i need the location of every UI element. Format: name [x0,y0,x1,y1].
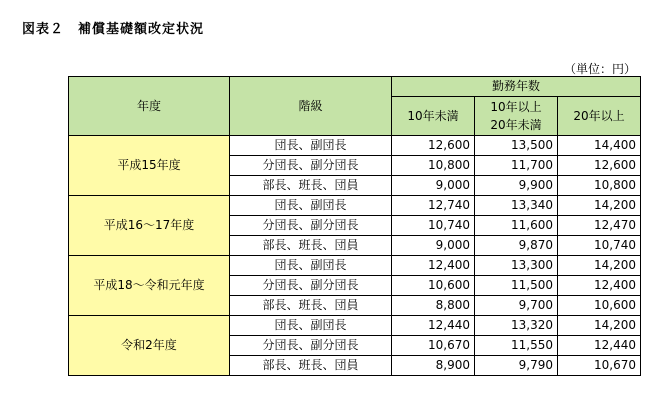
value-cell: 14,200 [558,196,641,216]
value-cell: 14,400 [558,136,641,156]
value-cell: 12,400 [392,256,475,276]
value-cell: 13,300 [475,256,558,276]
value-cell: 12,440 [558,336,641,356]
header-10-to-20 [475,97,558,136]
value-cell: 8,900 [392,356,475,376]
value-cell: 10,740 [392,216,475,236]
figure-title: 図表２ 補償基礎額改定状況 [22,22,205,37]
unit-label: （単位：円） [563,62,636,76]
header-grade: 階級 [230,77,392,136]
grade-cell: 団長、副団長 [230,256,392,276]
year-cell: 令和2年度 [69,316,230,376]
value-cell: 12,470 [558,216,641,236]
value-cell: 13,500 [475,136,558,156]
table-row [69,256,641,276]
grade-cell: 団長、副団長 [230,196,392,216]
grade-cell: 団長、副団長 [230,136,392,156]
value-cell: 13,340 [475,196,558,216]
value-cell: 11,550 [475,336,558,356]
year-cell: 平成18～令和元年度 [69,256,230,316]
header-over-20: 20年以上 [558,97,641,136]
value-cell: 10,600 [558,296,641,316]
value-cell: 10,800 [558,176,641,196]
value-cell: 10,740 [558,236,641,256]
grade-cell: 部長、班長、団員 [230,176,392,196]
value-cell: 11,500 [475,276,558,296]
value-cell: 8,800 [392,296,475,316]
value-cell: 12,400 [558,276,641,296]
year-cell: 平成16～17年度 [69,196,230,256]
value-cell: 12,740 [392,196,475,216]
value-cell: 13,320 [475,316,558,336]
header-year: 年度 [69,77,230,136]
year-cell: 平成15年度 [69,136,230,196]
grade-cell: 団長、副団長 [230,316,392,336]
grade-cell: 分団長、副分団長 [230,156,392,176]
value-cell: 11,600 [475,216,558,236]
value-cell: 10,600 [392,276,475,296]
value-cell: 14,200 [558,256,641,276]
grade-cell: 分団長、副分団長 [230,336,392,356]
value-cell: 9,790 [475,356,558,376]
header-10-to-20-line2: 20年未満 [490,118,542,132]
grade-cell: 部長、班長、団員 [230,356,392,376]
compensation-table [68,76,641,376]
table-row [69,196,641,216]
value-cell: 10,670 [392,336,475,356]
value-cell: 11,700 [475,156,558,176]
value-cell: 10,670 [558,356,641,376]
table-row [69,136,641,156]
value-cell: 9,000 [392,236,475,256]
header-under-10: 10年未満 [392,97,475,136]
value-cell: 9,870 [475,236,558,256]
value-cell: 10,800 [392,156,475,176]
header-10-to-20-line1: 10年以上 [490,100,542,114]
table-body [69,136,641,376]
value-cell: 12,440 [392,316,475,336]
table-row [69,316,641,336]
value-cell: 9,900 [475,176,558,196]
value-cell: 12,600 [558,156,641,176]
header-service-years: 勤務年数 [392,77,641,97]
value-cell: 12,600 [392,136,475,156]
value-cell: 9,000 [392,176,475,196]
value-cell: 9,700 [475,296,558,316]
grade-cell: 部長、班長、団員 [230,296,392,316]
grade-cell: 分団長、副分団長 [230,276,392,296]
value-cell: 14,200 [558,316,641,336]
grade-cell: 部長、班長、団員 [230,236,392,256]
grade-cell: 分団長、副分団長 [230,216,392,236]
